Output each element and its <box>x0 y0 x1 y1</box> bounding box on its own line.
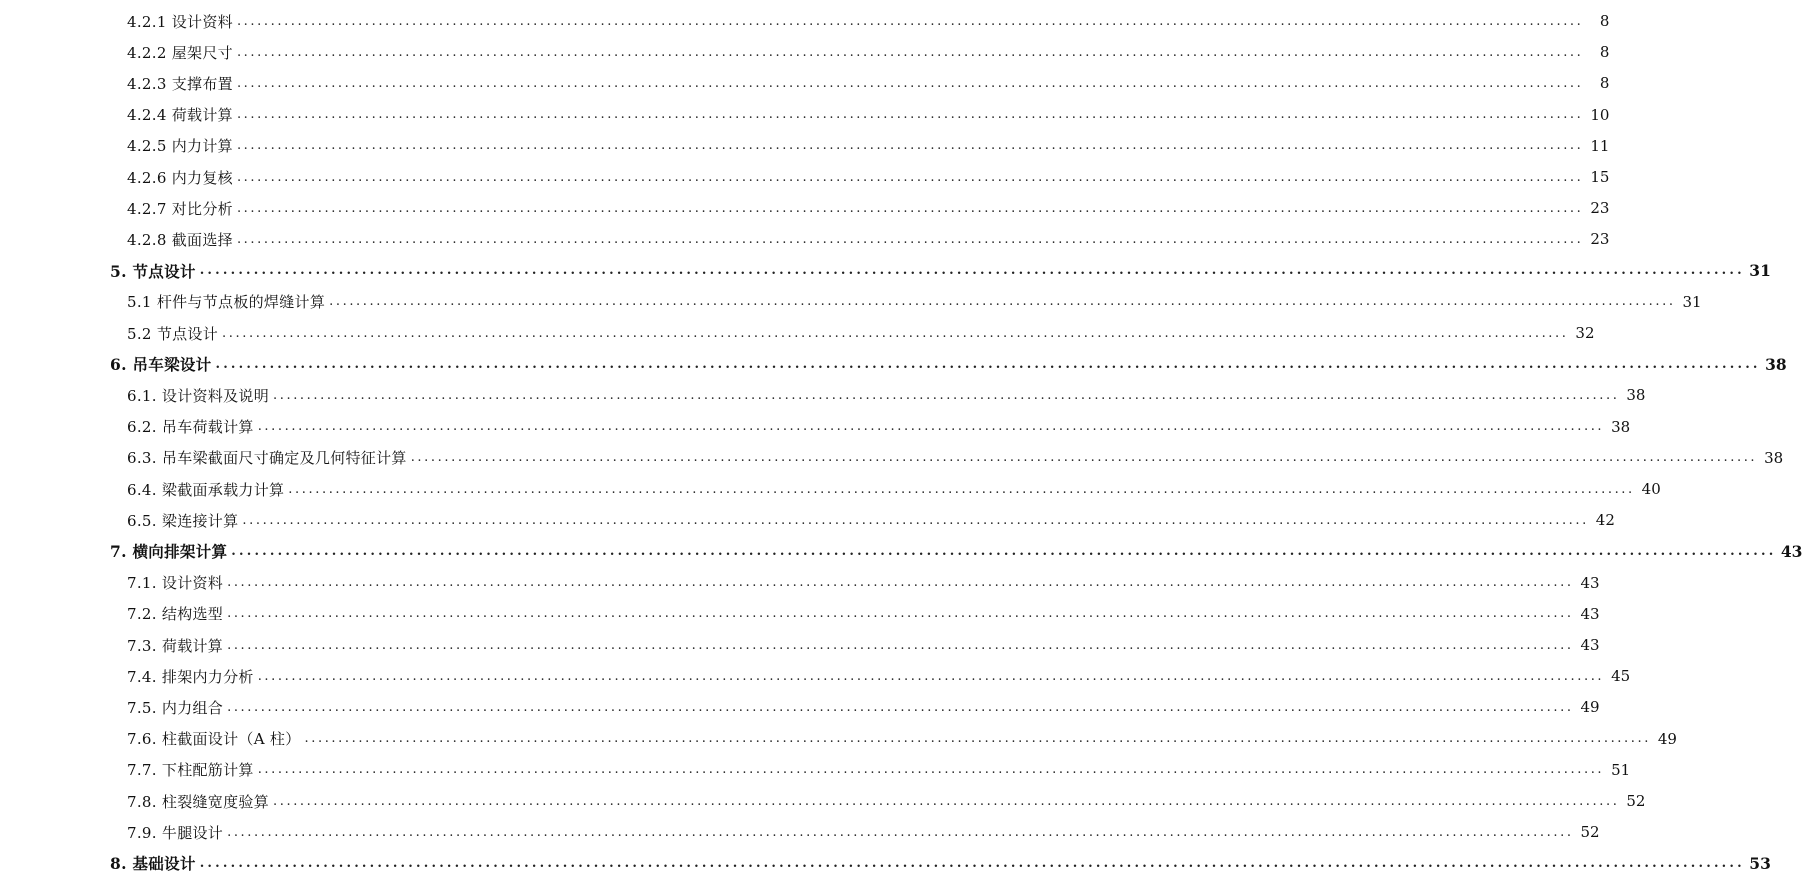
toc-entry[interactable] <box>127 478 1661 500</box>
toc-entry-title: 7. 横向排架计算 <box>110 542 228 562</box>
dot-leader: ........................................................................................................................................................................................................ <box>273 793 1620 809</box>
toc-entry-page-number: 51 <box>1611 760 1631 779</box>
toc-entry-title: 5.2 节点设计 <box>127 324 219 343</box>
toc-entry[interactable] <box>127 509 1615 531</box>
toc-entry-page-number: 23 <box>1590 199 1610 218</box>
toc-entry-title: 6. 吊车梁设计 <box>110 355 212 375</box>
toc-entry[interactable] <box>127 634 1600 656</box>
dot-leader: ........................................................................................................................................................................................................ <box>236 75 1584 91</box>
toc-entry-page-number: 43 <box>1780 541 1802 561</box>
dot-leader: ........................................................................................................................................................................................................ <box>231 543 1777 559</box>
dot-leader: ........................................................................................................................................................................................................ <box>329 294 1676 310</box>
dot-leader: ........................................................................................................................................................................................................ <box>257 419 1605 435</box>
toc-entry-title: 5.1 杆件与节点板的焊缝计算 <box>127 293 326 312</box>
toc-entry[interactable] <box>127 665 1631 687</box>
dot-leader: ........................................................................................................................................................................................................ <box>257 762 1605 778</box>
toc-entry[interactable] <box>127 759 1631 781</box>
dot-leader: ........................................................................................................................................................................................................ <box>236 44 1584 60</box>
toc-entry-page-number: 32 <box>1575 324 1595 342</box>
dot-leader: ........................................................................................................................................................................................................ <box>257 668 1605 684</box>
toc-entry-page-number: 38 <box>1626 386 1646 405</box>
toc-entry-title: 6.3. 吊车梁截面尺寸确定及几何特征计算 <box>127 449 407 468</box>
toc-entry[interactable] <box>127 821 1600 843</box>
toc-entry-page-number: 8 <box>1599 43 1610 62</box>
toc-entry[interactable] <box>127 603 1600 625</box>
toc-entry-page-number: 43 <box>1580 573 1600 592</box>
toc-entry-page-number: 8 <box>1599 74 1610 93</box>
toc-entry-title: 6.2. 吊车荷载计算 <box>127 418 254 437</box>
toc-entry[interactable] <box>127 790 1646 812</box>
toc-entry-title: 6.1. 设计资料及说明 <box>127 386 269 405</box>
dot-leader: ........................................................................................................................................................................................................ <box>227 575 1574 591</box>
toc-entry-page-number: 23 <box>1590 230 1610 249</box>
toc-entry[interactable] <box>127 228 1610 250</box>
toc-entry-title: 7.3. 荷载计算 <box>127 636 224 655</box>
toc-entry[interactable] <box>127 416 1631 438</box>
toc-entry[interactable] <box>127 696 1600 718</box>
dot-leader: ........................................................................................................................................................................................................ <box>236 138 1584 154</box>
toc-entry-title: 7.9. 牛腿设计 <box>127 823 224 842</box>
dot-leader: ........................................................................................................................................................................................................ <box>199 855 1745 871</box>
toc-entry-page-number: 40 <box>1641 480 1661 498</box>
toc-entry-page-number: 38 <box>1764 448 1784 467</box>
dot-leader: ........................................................................................................................................................................................................ <box>304 731 1651 747</box>
toc-entry[interactable] <box>127 572 1600 594</box>
toc-entry[interactable] <box>127 135 1610 157</box>
dot-leader: ........................................................................................................................................................................................................ <box>288 481 1635 497</box>
toc-entry-page-number: 43 <box>1580 604 1600 623</box>
dot-leader: ........................................................................................................................................................................................................ <box>215 356 1761 372</box>
toc-entry-title: 7.1. 设计资料 <box>127 574 224 593</box>
toc-entry-page-number: 52 <box>1580 823 1600 842</box>
toc-entry-page-number: 10 <box>1590 105 1610 124</box>
toc-entry[interactable] <box>127 447 1784 469</box>
toc-entry-page-number: 8 <box>1599 12 1610 30</box>
dot-leader: ........................................................................................................................................................................................................ <box>273 387 1620 403</box>
toc-entry-title: 4.2.4 荷载计算 <box>127 106 233 125</box>
toc-entry-page-number: 49 <box>1657 729 1677 748</box>
toc-entry-title: 4.2.7 对比分析 <box>127 199 233 218</box>
toc-entry[interactable] <box>110 540 1802 562</box>
toc-entry-page-number: 52 <box>1626 792 1646 810</box>
toc-entry-title: 7.2. 结构选型 <box>127 605 224 624</box>
toc-entry-page-number: 38 <box>1765 354 1787 374</box>
dot-leader: ........................................................................................................................................................................................................ <box>227 824 1574 840</box>
toc-entry[interactable] <box>127 197 1610 219</box>
toc-entry-title: 7.5. 内力组合 <box>127 698 224 717</box>
dot-leader: ........................................................................................................................................................................................................ <box>236 13 1584 29</box>
toc-entry-title: 7.7. 下柱配筋计算 <box>127 761 254 780</box>
toc-entry-title: 4.2.1 设计资料 <box>127 12 233 31</box>
toc-entry-title: 5. 节点设计 <box>110 261 196 281</box>
toc-entry-title: 6.5. 梁连接计算 <box>127 511 239 530</box>
toc-entry-title: 6.4. 梁截面承载力计算 <box>127 480 285 499</box>
toc-entry[interactable] <box>110 260 1771 282</box>
dot-leader: ........................................................................................................................................................................................................ <box>227 699 1574 715</box>
toc-entry-page-number: 38 <box>1611 417 1631 436</box>
toc-entry-page-number: 15 <box>1590 168 1610 186</box>
toc-entry-title: 7.4. 排架内力分析 <box>127 667 254 686</box>
toc-entry-page-number: 45 <box>1611 667 1631 686</box>
dot-leader: ........................................................................................................................................................................................................ <box>227 606 1574 622</box>
toc-entry-title: 4.2.6 内力复核 <box>127 168 233 187</box>
toc-entry[interactable] <box>127 10 1610 32</box>
toc-entry-page-number: 31 <box>1682 292 1702 311</box>
toc-entry-title: 4.2.5 内力计算 <box>127 137 233 156</box>
toc-entry[interactable] <box>127 41 1610 63</box>
toc-entry[interactable] <box>127 104 1610 126</box>
toc-entry[interactable] <box>127 166 1610 188</box>
toc-entry-page-number: 31 <box>1749 261 1771 281</box>
toc-entry-page-number: 42 <box>1595 511 1615 530</box>
dot-leader: ........................................................................................................................................................................................................ <box>410 450 1758 466</box>
dot-leader: ........................................................................................................................................................................................................ <box>236 200 1584 216</box>
toc-entry[interactable] <box>127 72 1610 94</box>
toc-entry-page-number: 43 <box>1580 636 1600 654</box>
toc-entry-page-number: 11 <box>1590 136 1610 155</box>
dot-leader: ........................................................................................................................................................................................................ <box>199 263 1745 279</box>
toc-entry-page-number: 53 <box>1749 853 1771 873</box>
toc-entry-title: 4.2.2 屋架尺寸 <box>127 43 233 62</box>
toc-entry-title: 4.2.8 截面选择 <box>127 230 233 249</box>
toc-entry[interactable] <box>127 384 1646 406</box>
dot-leader: ........................................................................................................................................................................................................ <box>236 231 1584 247</box>
toc-entry-title: 7.8. 柱裂缝宽度验算 <box>127 792 269 811</box>
dot-leader: ........................................................................................................................................................................................................ <box>227 637 1574 653</box>
dot-leader: ........................................................................................................................................................................................................ <box>236 107 1584 123</box>
toc-entry[interactable] <box>110 852 1771 874</box>
toc-entry[interactable] <box>110 353 1787 375</box>
dot-leader: ........................................................................................................................................................................................................ <box>222 325 1569 341</box>
toc-entry[interactable] <box>127 322 1595 344</box>
toc-entry-title: 8. 基础设计 <box>110 854 196 874</box>
toc-entry-title: 4.2.3 支撑布置 <box>127 74 233 93</box>
toc-entry-title: 7.6. 柱截面设计（A 柱） <box>127 730 301 749</box>
toc-entry[interactable] <box>127 291 1702 313</box>
toc-entry-page-number: 49 <box>1580 698 1600 717</box>
dot-leader: ........................................................................................................................................................................................................ <box>236 169 1584 185</box>
dot-leader: ........................................................................................................................................................................................................ <box>242 512 1589 528</box>
toc-entry[interactable] <box>127 728 1677 750</box>
